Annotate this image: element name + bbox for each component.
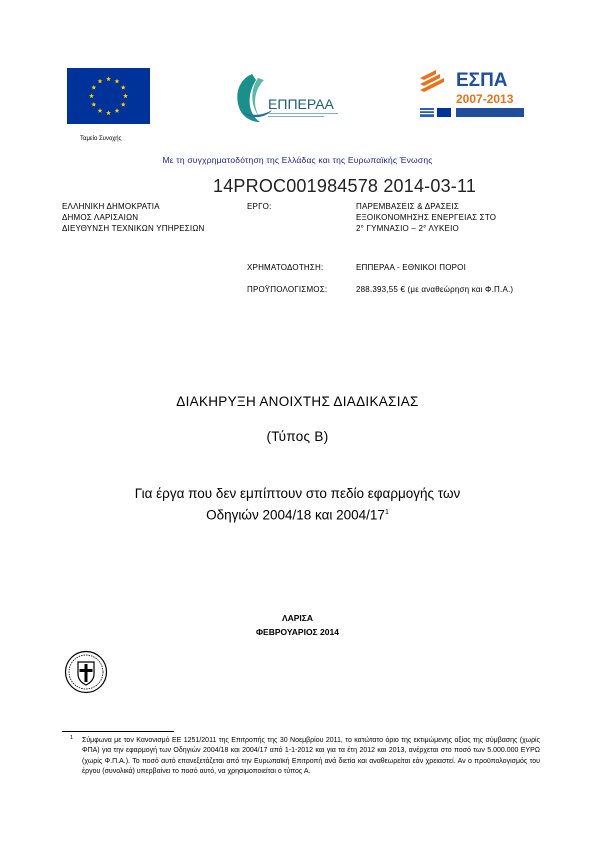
svg-text:ΕΣΠΑ: ΕΣΠΑ bbox=[456, 70, 508, 91]
eu-star-icon bbox=[121, 102, 126, 107]
eu-star-icon bbox=[121, 85, 126, 90]
eu-star-icon bbox=[115, 79, 120, 84]
issuer-line: ΔΙΕΥΘΥΝΣΗ ΤΕΧΝΙΚΩΝ ΥΠΗΡΕΣΙΩΝ bbox=[62, 224, 205, 233]
eu-fund-caption: Ταμείο Συνοχής bbox=[80, 136, 122, 142]
footnote-ref[interactable]: 1 bbox=[384, 509, 389, 516]
espa-logo bbox=[418, 68, 524, 120]
eu-star-icon bbox=[123, 93, 128, 98]
eu-star-icon bbox=[106, 76, 111, 81]
funding-value: ΕΠΠΕΡΑΑ - ΕΘΝΙΚΟΙ ΠΟΡΟΙ bbox=[356, 263, 467, 272]
document-title: ΔΙΑΚΗΡΥΞΗ ΑΝΟΙΧΤΗΣ ΔΙΑΔΙΚΑΣΙΑΣ bbox=[176, 394, 419, 409]
scope-line-2 bbox=[60, 503, 535, 525]
footnote-text: Σύμφωνα με τον Κανονισμό ΕΕ 1251/2011 της Επιτροπής της 30 Νοεμβρίου 2011, το κατώτατο όριο της εκτιμώμενης αξίας της σύμβασης (χωρίς ΦΠΑ) για την εφαρμογή των Οδηγιών 2004/18 και 2004/17 από 1-1-2012 και για τα έτη 2012 και 2013, ανέρχεται στο ποσό των 5.000.000 ΕΥΡΩ (χωρίς Φ.Π.Α.). Το ποσό αυτό επανεξετάζεται από την Ευρωπαϊκή Επιτροπή ανά διετία και αναθεωρείται εάν χρειαστεί. Αν ο προϋπολογισμός του έργου (συνολικά) υπερβαίνει το ποσό αυτό, να χρησιμοποιείται ο τύπος Α. bbox=[82, 737, 540, 775]
footnote-divider bbox=[62, 731, 174, 732]
eu-star-icon bbox=[115, 108, 120, 113]
protocol-stamp: 14PROC001984578 2014-03-11 bbox=[213, 176, 477, 196]
issuer-line: ΕΛΛΗΝΙΚΗ ΔΗΜΟΚΡΑΤΙΑ bbox=[62, 202, 160, 211]
budget-value: 288.393,55 € (με αναθεώρηση και Φ.Π.Α.) bbox=[356, 285, 514, 294]
date: ΦΕΒΡΟΥΑΡΙΟΣ 2014 bbox=[256, 627, 339, 637]
project-value-line: ΕΞΟΙΚΟΝΟΜΗΣΗΣ ΕΝΕΡΓΕΙΑΣ ΣΤΟ bbox=[356, 213, 497, 222]
eu-star-icon bbox=[89, 93, 94, 98]
cofunding-statement: Με τη συγχρηματοδότηση της Ελλάδας και της Ευρωπαϊκής Ένωσης bbox=[162, 155, 433, 165]
scope-title bbox=[60, 484, 535, 525]
eu-star-icon bbox=[106, 110, 111, 115]
greek-coat-of-arms-icon bbox=[64, 650, 108, 694]
svg-text:2007-2013: 2007-2013 bbox=[456, 92, 514, 106]
eu-star-icon bbox=[91, 85, 96, 90]
eu-star-icon bbox=[98, 108, 103, 113]
project-value-line: 2° ΓΥΜΝΑΣΙΟ – 2° ΛΥΚΕΙΟ bbox=[356, 224, 459, 233]
epperaa-logo bbox=[232, 72, 347, 124]
issuer-block bbox=[62, 201, 205, 234]
scope-line: Για έργα που δεν εμπίπτουν στο πεδίο εφαρμογής των bbox=[134, 486, 461, 501]
eu-star-icon bbox=[91, 102, 96, 107]
funding-label: ΧΡΗΜΑΤΟΔΟΤΗΣΗ: bbox=[247, 263, 324, 272]
project-value bbox=[356, 201, 496, 234]
issuer-line: ΔΗΜΟΣ ΛΑΡΙΣΑΙΩΝ bbox=[62, 213, 139, 222]
eu-flag-logo bbox=[67, 68, 150, 124]
budget-label: ΠΡΟΫΠΟΛΟΓΙΣΜΟΣ: bbox=[247, 285, 328, 294]
place: ΛΑΡΙΣΑ bbox=[281, 613, 314, 623]
svg-text:ΕΠΠΕΡΑΑ: ΕΠΠΕΡΑΑ bbox=[268, 96, 334, 112]
eu-stars-icon bbox=[67, 68, 150, 124]
footnote-number: 1 bbox=[70, 735, 74, 741]
eu-star-icon bbox=[98, 79, 103, 84]
project-label: ΕΡΓΟ: bbox=[247, 202, 272, 211]
document-type: (Τύπος Β) bbox=[266, 429, 329, 444]
scope-line-text: Οδηγιών 2004/18 και 2004/17 bbox=[206, 507, 385, 523]
project-value-line: ΠΑΡΕΜΒΑΣΕΙΣ & ΔΡΑΣΕΙΣ bbox=[356, 202, 459, 211]
